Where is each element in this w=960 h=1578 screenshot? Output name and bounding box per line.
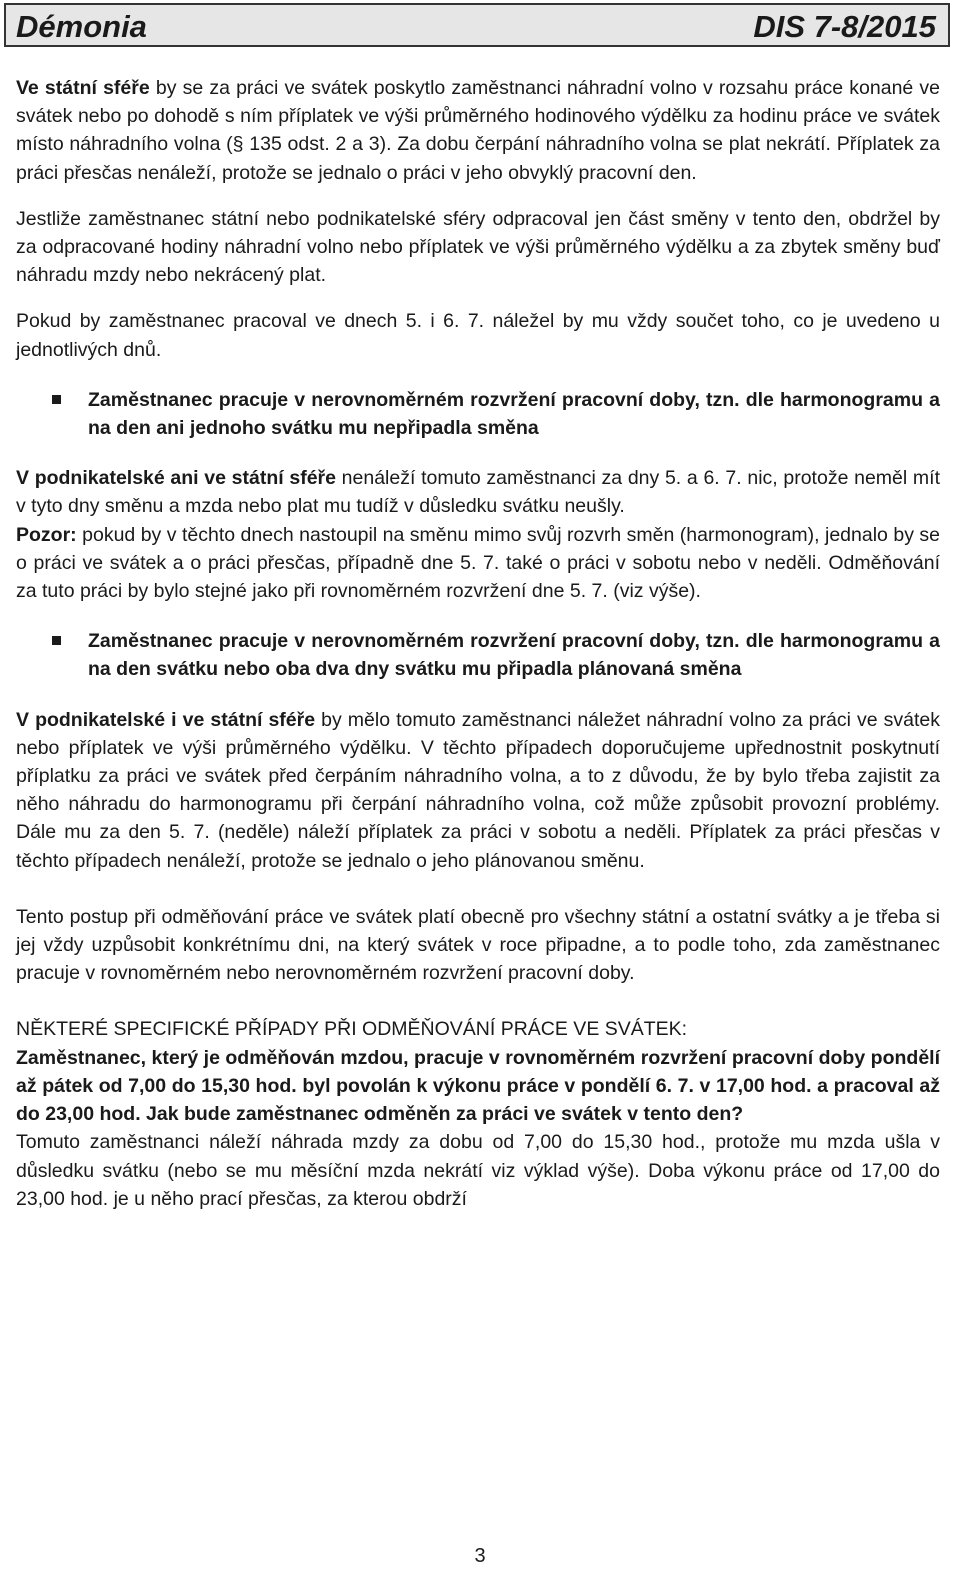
bullet-square-icon <box>52 636 61 645</box>
paragraph-warning <box>16 521 940 606</box>
paragraph-both-days: Pokud by zaměstnanec pracoval ve dnech 5. i 6. 7. náležel by mu vždy součet toho, co je uvedeno u jednotlivých dnů. <box>16 310 940 361</box>
paragraph-text: by mělo tomuto zaměstnanci náležet náhradní volno za práci ve svátek nebo příplatek ve výši průměrného výdělku. V těchto případech doporučujeme upřednostnit poskytnutí příplatku za práci ve svátek před čerpáním náhradního volna, a to z důvodu, že by bylo třeba zajistit za něho náhradu do harmonogramu při čerpání náhradního volna, což může způsobit provozní problémy. Dále mu za den 5. 7. (neděle) náleží příplatek za práci v sobotu a neděli. Příplatek za práci přesčas v těchto případech nenáleží, protože se jednalo o jeho plánovanou směnu. <box>16 708 940 872</box>
paragraph-text: pokud by v těchto dnech nastoupil na směnu mimo svůj rozvrh směn (harmonogram), jednalo by se o práci ve svátek a o práci přesčas, případně dne 5. 7. také o práci v sobotu nebo v neděli. Odměňování za tuto práci by bylo stejné jako při rovnoměrném rozvržení dne 5. 7. (viz výše). <box>16 523 940 603</box>
bullet-uneven-planned-shift <box>16 627 940 683</box>
case-question: Zaměstnanec, který je odměňován mzdou, pracuje v rovnoměrném rozvržení pracovní doby pondělí až pátek od 7,00 do 15,30 hod. byl povolán k výkonu práce v pondělí 6. 7. v 17,00 hod. a pracoval až do 23,00 hod. Jak bude zaměstnanec odměněn za práci ve svátek v tento den? <box>16 1046 940 1126</box>
bold-lead: Ve státní sféře <box>16 77 150 99</box>
bullet-text: Zaměstnanec pracuje v nerovnoměrném rozvržení pracovní doby, tzn. dle harmonogramu a na den ani jednoho svátku mu nepřipadla směna <box>88 388 940 440</box>
paragraph-state-sphere <box>16 74 940 187</box>
bullet-uneven-no-shift <box>16 386 940 442</box>
section-heading: NĚKTERÉ SPECIFICKÉ PŘÍPADY PŘI ODMĚŇOVÁNÍ PRÁCE VE SVÁTEK: <box>16 1018 688 1041</box>
issue-number: DIS 7-8/2015 <box>753 9 936 44</box>
bold-lead: V podnikatelské ani ve státní sféře <box>16 467 336 490</box>
bold-lead: Pozor: <box>16 523 77 546</box>
bullet-text: Zaměstnanec pracuje v nerovnoměrném rozvržení pracovní doby, tzn. dle harmonogramu a na den svátku nebo oba dva dny svátku mu připadla plánovaná směna <box>88 630 940 681</box>
paragraph-no-entitlement <box>16 464 940 520</box>
article-body <box>16 74 940 1213</box>
paragraph-text: nenáleží tomuto zaměstnanci za dny 5. a 6. 7. nic, protože neměl mít v tyto dny směnu a mzda nebo plat mu tudíž v důsledku svátku neušly. <box>16 467 940 518</box>
page-number: 3 <box>474 1545 486 1567</box>
paragraph-text: by se za práci ve svátek poskytlo zaměstnanci náhradní volno v rozsahu práce konané ve svátek nebo po dohodě s ním příplatek ve výši průměrného hodinového výdělku za hodinu práce ve svátek místo náhradního volna (§ 135 odst. 2 a 3). Za dobu čerpání náhradního volna se plat nekrátí. Příplatek za práci přesčas nenáleží, protože se jednalo o práci v jeho obvyklý pracovní den. <box>16 77 941 184</box>
case-answer: Tomuto zaměstnanci náleží náhrada mzdy za dobu od 7,00 do 15,30 hod., protože mu mzda ušla v důsledku svátku (nebo se mu měsíční mzda nekrátí viz výklad výše). Doba výkonu práce od 17,00 do 23,00 hod. je u něho prací přesčas, za kterou obdrží <box>16 1131 940 1210</box>
paragraph-partial-shift: Jestliže zaměstnanec státní nebo podnikatelské sféry odpracoval jen část směny v tento den, obdržel by za odpracované hodiny náhradní volno nebo příplatek ve výši průměrného výdělku a za zbytek směny buď náhradu mzdy nebo nekrácený plat. <box>16 207 940 287</box>
bold-lead: V podnikatelské i ve státní sféře <box>16 708 316 731</box>
paragraph-both-spheres <box>16 706 940 875</box>
bullet-square-icon <box>52 395 61 404</box>
page-header <box>4 3 950 47</box>
publication-name: Démonia <box>16 9 147 44</box>
paragraph-general-procedure: Tento postup při odměňování práce ve svátek platí obecně pro všechny státní a ostatní svátky a je třeba si jej vždy uzpůsobit konkrétnímu dni, na který svátek v roce připadne, a to podle toho, zda zaměstnanec pracuje v rovnoměrném nebo nerovnoměrném rozvržení pracovní doby. <box>16 905 940 985</box>
